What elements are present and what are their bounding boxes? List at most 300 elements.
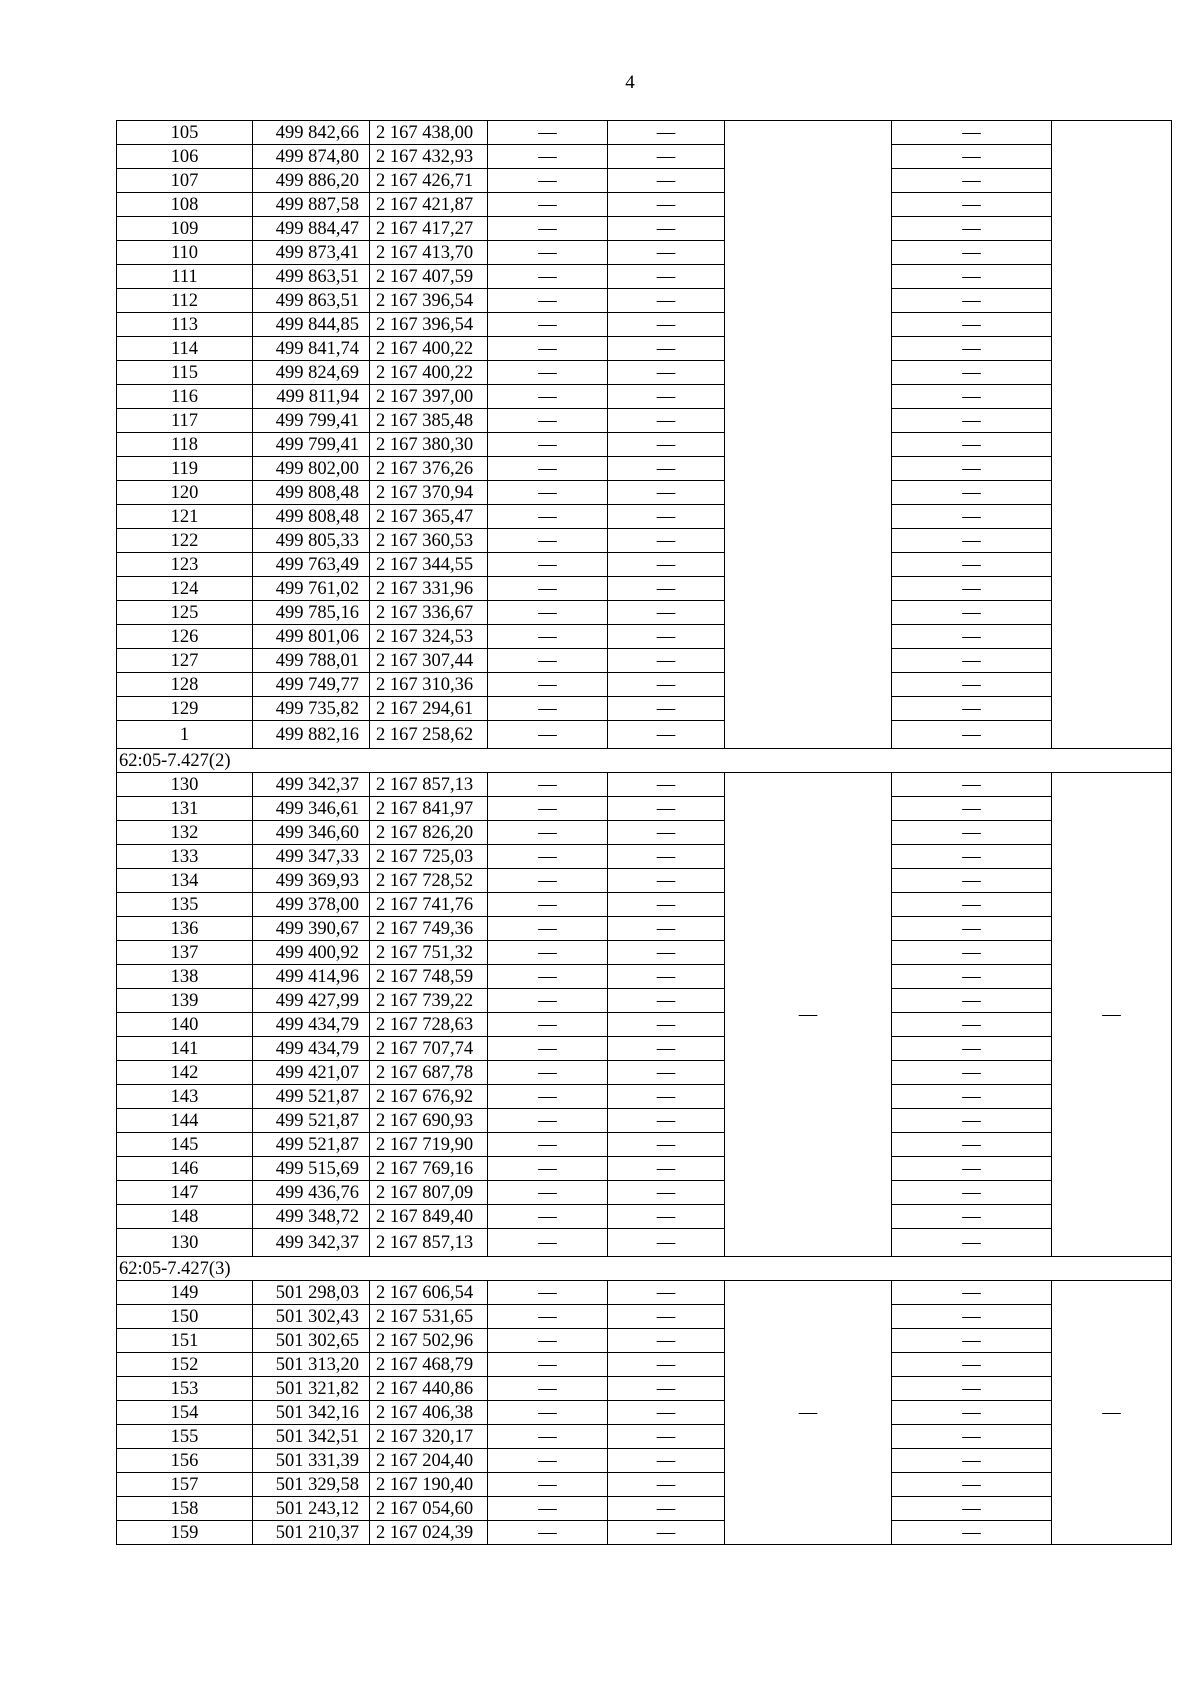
table-row [117,1229,1172,1257]
dash-cell: — [488,989,608,1013]
x-coordinate-cell: 499 882,16 [253,721,370,749]
dash-cell: — [892,1473,1052,1497]
table-row [117,821,1172,845]
dash-cell: — [608,697,725,721]
dash-cell: — [608,625,725,649]
dash-cell: — [488,313,608,337]
x-coordinate-cell: 499 521,87 [253,1109,370,1133]
dash-cell: — [608,821,725,845]
dash-cell: — [488,169,608,193]
dash-cell: — [892,361,1052,385]
dash-cell: — [488,529,608,553]
y-coordinate-cell: 2 167 310,36 [370,673,488,697]
x-coordinate-cell: 499 515,69 [253,1157,370,1181]
dash-cell: — [892,721,1052,749]
dash-cell: — [608,1281,725,1305]
y-coordinate-cell: 2 167 307,44 [370,649,488,673]
y-coordinate-cell: 2 167 438,00 [370,121,488,145]
dash-cell: — [608,1181,725,1205]
table-row [117,577,1172,601]
dash-cell: — [608,1521,725,1545]
point-number-cell: 125 [117,601,253,625]
x-coordinate-cell: 499 799,41 [253,409,370,433]
y-coordinate-cell: 2 167 190,40 [370,1473,488,1497]
table-row [117,1181,1172,1205]
dash-cell: — [608,1229,725,1257]
point-number-cell: 155 [117,1425,253,1449]
point-number-cell: 132 [117,821,253,845]
dash-cell: — [892,1497,1052,1521]
x-coordinate-cell: 499 802,00 [253,457,370,481]
dash-cell: — [892,409,1052,433]
dash-cell: — [892,1061,1052,1085]
point-number-cell: 147 [117,1181,253,1205]
y-coordinate-cell: 2 167 606,54 [370,1281,488,1305]
dash-cell: — [608,917,725,941]
y-coordinate-cell: 2 167 432,93 [370,145,488,169]
x-coordinate-cell: 501 243,12 [253,1497,370,1521]
dash-cell: — [488,845,608,869]
dash-cell: — [892,1353,1052,1377]
dash-cell: — [892,289,1052,313]
dash-cell: — [488,917,608,941]
y-coordinate-cell: 2 167 849,40 [370,1205,488,1229]
table-row [117,361,1172,385]
x-coordinate-cell: 499 390,67 [253,917,370,941]
y-coordinate-cell: 2 167 739,22 [370,989,488,1013]
dash-cell: — [892,821,1052,845]
dash-cell: — [608,845,725,869]
table-row [117,409,1172,433]
table-row [117,1425,1172,1449]
point-number-cell: 120 [117,481,253,505]
point-number-cell: 148 [117,1205,253,1229]
dash-cell: — [488,673,608,697]
dash-cell: — [488,1157,608,1181]
x-coordinate-cell: 501 302,43 [253,1305,370,1329]
table-row [117,145,1172,169]
x-coordinate-cell: 499 346,61 [253,797,370,821]
table-row [117,121,1172,145]
x-coordinate-cell: 499 785,16 [253,601,370,625]
dash-cell: — [892,649,1052,673]
table-row [117,265,1172,289]
x-coordinate-cell: 499 886,20 [253,169,370,193]
dash-cell: — [892,673,1052,697]
dash-cell: — [608,577,725,601]
dash-cell: — [488,1401,608,1425]
merged-cell: — [1052,1281,1172,1545]
y-coordinate-cell: 2 167 344,55 [370,553,488,577]
dash-cell: — [488,721,608,749]
dash-cell: — [892,1521,1052,1545]
y-coordinate-cell: 2 167 024,39 [370,1521,488,1545]
dash-cell: — [892,313,1052,337]
dash-cell: — [892,893,1052,917]
dash-cell: — [608,797,725,821]
y-coordinate-cell: 2 167 380,30 [370,433,488,457]
table-row [117,1037,1172,1061]
dash-cell: — [488,1329,608,1353]
y-coordinate-cell: 2 167 417,27 [370,217,488,241]
x-coordinate-cell: 499 788,01 [253,649,370,673]
y-coordinate-cell: 2 167 376,26 [370,457,488,481]
point-number-cell: 151 [117,1329,253,1353]
dash-cell: — [488,1037,608,1061]
point-number-cell: 143 [117,1085,253,1109]
dash-cell: — [488,821,608,845]
table-row [117,721,1172,749]
dash-cell: — [608,1329,725,1353]
table-row [117,289,1172,313]
dash-cell: — [892,1425,1052,1449]
point-number-cell: 145 [117,1133,253,1157]
table-row [117,433,1172,457]
table-row [117,1377,1172,1401]
dash-cell: — [488,601,608,625]
dash-cell: — [488,241,608,265]
point-number-cell: 135 [117,893,253,917]
dash-cell: — [892,217,1052,241]
dash-cell: — [488,649,608,673]
y-coordinate-cell: 2 167 407,59 [370,265,488,289]
x-coordinate-cell: 499 414,96 [253,965,370,989]
dash-cell: — [608,1085,725,1109]
dash-cell: — [892,1109,1052,1133]
table-row [117,1353,1172,1377]
dash-cell: — [488,145,608,169]
page-number: 4 [625,72,635,93]
dash-cell: — [892,265,1052,289]
point-number-cell: 107 [117,169,253,193]
table-row [117,673,1172,697]
dash-cell: — [608,313,725,337]
point-number-cell: 136 [117,917,253,941]
section-header-row [117,749,1172,773]
point-number-cell: 154 [117,1401,253,1425]
merged-cell [725,121,892,749]
x-coordinate-cell: 499 761,02 [253,577,370,601]
y-coordinate-cell: 2 167 857,13 [370,773,488,797]
dash-cell: — [892,1377,1052,1401]
dash-cell: — [892,433,1052,457]
dash-cell: — [608,1401,725,1425]
dash-cell: — [608,673,725,697]
point-number-cell: 153 [117,1377,253,1401]
dash-cell: — [608,169,725,193]
y-coordinate-cell: 2 167 707,74 [370,1037,488,1061]
table-row [117,1157,1172,1181]
table-row [117,989,1172,1013]
dash-cell: — [608,869,725,893]
y-coordinate-cell: 2 167 385,48 [370,409,488,433]
table-row [117,1329,1172,1353]
dash-cell: — [608,289,725,313]
x-coordinate-cell: 501 342,51 [253,1425,370,1449]
point-number-cell: 129 [117,697,253,721]
table-row [117,845,1172,869]
dash-cell: — [488,893,608,917]
y-coordinate-cell: 2 167 336,67 [370,601,488,625]
table-row [117,917,1172,941]
table-row [117,337,1172,361]
table-row [117,241,1172,265]
dash-cell: — [608,1425,725,1449]
x-coordinate-cell: 499 749,77 [253,673,370,697]
dash-cell: — [608,265,725,289]
x-coordinate-cell: 499 521,87 [253,1085,370,1109]
x-coordinate-cell: 499 801,06 [253,625,370,649]
dash-cell: — [488,797,608,821]
dash-cell: — [488,361,608,385]
dash-cell: — [892,845,1052,869]
y-coordinate-cell: 2 167 294,61 [370,697,488,721]
dash-cell: — [608,1037,725,1061]
x-coordinate-cell: 501 210,37 [253,1521,370,1545]
point-number-cell: 133 [117,845,253,869]
dash-cell: — [892,1205,1052,1229]
y-coordinate-cell: 2 167 687,78 [370,1061,488,1085]
dash-cell: — [488,1473,608,1497]
y-coordinate-cell: 2 167 748,59 [370,965,488,989]
x-coordinate-cell: 499 521,87 [253,1133,370,1157]
x-coordinate-cell: 499 434,79 [253,1013,370,1037]
table-row [117,313,1172,337]
dash-cell: — [608,965,725,989]
x-coordinate-cell: 499 799,41 [253,433,370,457]
table-row [117,649,1172,673]
x-coordinate-cell: 499 841,74 [253,337,370,361]
x-coordinate-cell: 499 348,72 [253,1205,370,1229]
point-number-cell: 118 [117,433,253,457]
x-coordinate-cell: 499 427,99 [253,989,370,1013]
table-row [117,1085,1172,1109]
y-coordinate-cell: 2 167 826,20 [370,821,488,845]
y-coordinate-cell: 2 167 331,96 [370,577,488,601]
x-coordinate-cell: 499 863,51 [253,289,370,313]
point-number-cell: 158 [117,1497,253,1521]
dash-cell: — [892,965,1052,989]
table-row [117,217,1172,241]
point-number-cell: 109 [117,217,253,241]
point-number-cell: 134 [117,869,253,893]
dash-cell: — [608,941,725,965]
dash-cell: — [488,1181,608,1205]
dash-cell: — [488,773,608,797]
section-header-row [117,1257,1172,1281]
point-number-cell: 152 [117,1353,253,1377]
x-coordinate-cell: 499 811,94 [253,385,370,409]
point-number-cell: 111 [117,265,253,289]
dash-cell: — [892,481,1052,505]
dash-cell: — [892,385,1052,409]
point-number-cell: 112 [117,289,253,313]
dash-cell: — [892,337,1052,361]
dash-cell: — [488,1353,608,1377]
dash-cell: — [488,1497,608,1521]
point-number-cell: 130 [117,1229,253,1257]
point-number-cell: 130 [117,773,253,797]
dash-cell: — [608,217,725,241]
dash-cell: — [488,1133,608,1157]
y-coordinate-cell: 2 167 728,52 [370,869,488,893]
dash-cell: — [892,577,1052,601]
dash-cell: — [608,457,725,481]
y-coordinate-cell: 2 167 749,36 [370,917,488,941]
table-row [117,385,1172,409]
dash-cell: — [488,1085,608,1109]
table-row [117,1449,1172,1473]
x-coordinate-cell: 499 763,49 [253,553,370,577]
dash-cell: — [892,917,1052,941]
x-coordinate-cell: 499 342,37 [253,1229,370,1257]
dash-cell: — [608,773,725,797]
point-number-cell: 119 [117,457,253,481]
x-coordinate-cell: 499 346,60 [253,821,370,845]
dash-cell: — [608,989,725,1013]
section-title: 62:05-7.427(2) [117,749,1172,773]
table-row [117,941,1172,965]
dash-cell: — [892,457,1052,481]
table-row [117,1205,1172,1229]
x-coordinate-cell: 499 378,00 [253,893,370,917]
table-row [117,869,1172,893]
dash-cell: — [608,361,725,385]
y-coordinate-cell: 2 167 396,54 [370,289,488,313]
dash-cell: — [608,1133,725,1157]
x-coordinate-cell: 501 298,03 [253,1281,370,1305]
dash-cell: — [892,145,1052,169]
dash-cell: — [892,797,1052,821]
point-number-cell: 131 [117,797,253,821]
x-coordinate-cell: 499 808,48 [253,481,370,505]
y-coordinate-cell: 2 167 054,60 [370,1497,488,1521]
point-number-cell: 138 [117,965,253,989]
merged-cell: — [1052,773,1172,1257]
y-coordinate-cell: 2 167 397,00 [370,385,488,409]
x-coordinate-cell: 499 400,92 [253,941,370,965]
dash-cell: — [488,1013,608,1037]
table-row [117,625,1172,649]
x-coordinate-cell: 499 842,66 [253,121,370,145]
table-row [117,457,1172,481]
x-coordinate-cell: 499 342,37 [253,773,370,797]
dash-cell: — [488,965,608,989]
point-number-cell: 149 [117,1281,253,1305]
y-coordinate-cell: 2 167 725,03 [370,845,488,869]
table-row [117,697,1172,721]
dash-cell: — [892,697,1052,721]
dash-cell: — [892,1305,1052,1329]
dash-cell: — [608,893,725,917]
table-row [117,797,1172,821]
y-coordinate-cell: 2 167 413,70 [370,241,488,265]
dash-cell: — [608,1449,725,1473]
y-coordinate-cell: 2 167 320,17 [370,1425,488,1449]
dash-cell: — [608,145,725,169]
dash-cell: — [488,289,608,313]
dash-cell: — [892,989,1052,1013]
table-row [117,193,1172,217]
x-coordinate-cell: 501 321,82 [253,1377,370,1401]
y-coordinate-cell: 2 167 719,90 [370,1133,488,1157]
dash-cell: — [608,433,725,457]
dash-cell: — [488,1281,608,1305]
point-number-cell: 116 [117,385,253,409]
dash-cell: — [608,601,725,625]
dash-cell: — [892,1401,1052,1425]
table-row [117,553,1172,577]
dash-cell: — [488,193,608,217]
table-row [117,169,1172,193]
merged-cell: — [725,1281,892,1545]
dash-cell: — [488,121,608,145]
y-coordinate-cell: 2 167 426,71 [370,169,488,193]
dash-cell: — [608,1157,725,1181]
dash-cell: — [608,481,725,505]
point-number-cell: 123 [117,553,253,577]
y-coordinate-cell: 2 167 741,76 [370,893,488,917]
point-number-cell: 127 [117,649,253,673]
dash-cell: — [608,1473,725,1497]
dash-cell: — [608,1013,725,1037]
table-row [117,1109,1172,1133]
point-number-cell: 141 [117,1037,253,1061]
point-number-cell: 144 [117,1109,253,1133]
dash-cell: — [488,625,608,649]
dash-cell: — [488,337,608,361]
x-coordinate-cell: 501 302,65 [253,1329,370,1353]
x-coordinate-cell: 499 421,07 [253,1061,370,1085]
table-row [117,1473,1172,1497]
dash-cell: — [892,241,1052,265]
dash-cell: — [608,649,725,673]
dash-cell: — [488,697,608,721]
x-coordinate-cell: 501 342,16 [253,1401,370,1425]
x-coordinate-cell: 499 874,80 [253,145,370,169]
table-row [117,601,1172,625]
dash-cell: — [488,1061,608,1085]
dash-cell: — [892,1133,1052,1157]
dash-cell: — [892,941,1052,965]
y-coordinate-cell: 2 167 502,96 [370,1329,488,1353]
dash-cell: — [488,941,608,965]
dash-cell: — [608,1353,725,1377]
dash-cell: — [608,505,725,529]
dash-cell: — [892,773,1052,797]
dash-cell: — [488,409,608,433]
x-coordinate-cell: 499 887,58 [253,193,370,217]
section-title: 62:05-7.427(3) [117,1257,1172,1281]
dash-cell: — [892,1037,1052,1061]
dash-cell: — [488,1229,608,1257]
dash-cell: — [892,1229,1052,1257]
y-coordinate-cell: 2 167 440,86 [370,1377,488,1401]
table-row [117,1013,1172,1037]
point-number-cell: 113 [117,313,253,337]
point-number-cell: 126 [117,625,253,649]
x-coordinate-cell: 499 347,33 [253,845,370,869]
dash-cell: — [488,1521,608,1545]
y-coordinate-cell: 2 167 468,79 [370,1353,488,1377]
y-coordinate-cell: 2 167 365,47 [370,505,488,529]
dash-cell: — [488,265,608,289]
table-row [117,1061,1172,1085]
table-row [117,481,1172,505]
y-coordinate-cell: 2 167 400,22 [370,337,488,361]
point-number-cell: 159 [117,1521,253,1545]
dash-cell: — [488,1205,608,1229]
